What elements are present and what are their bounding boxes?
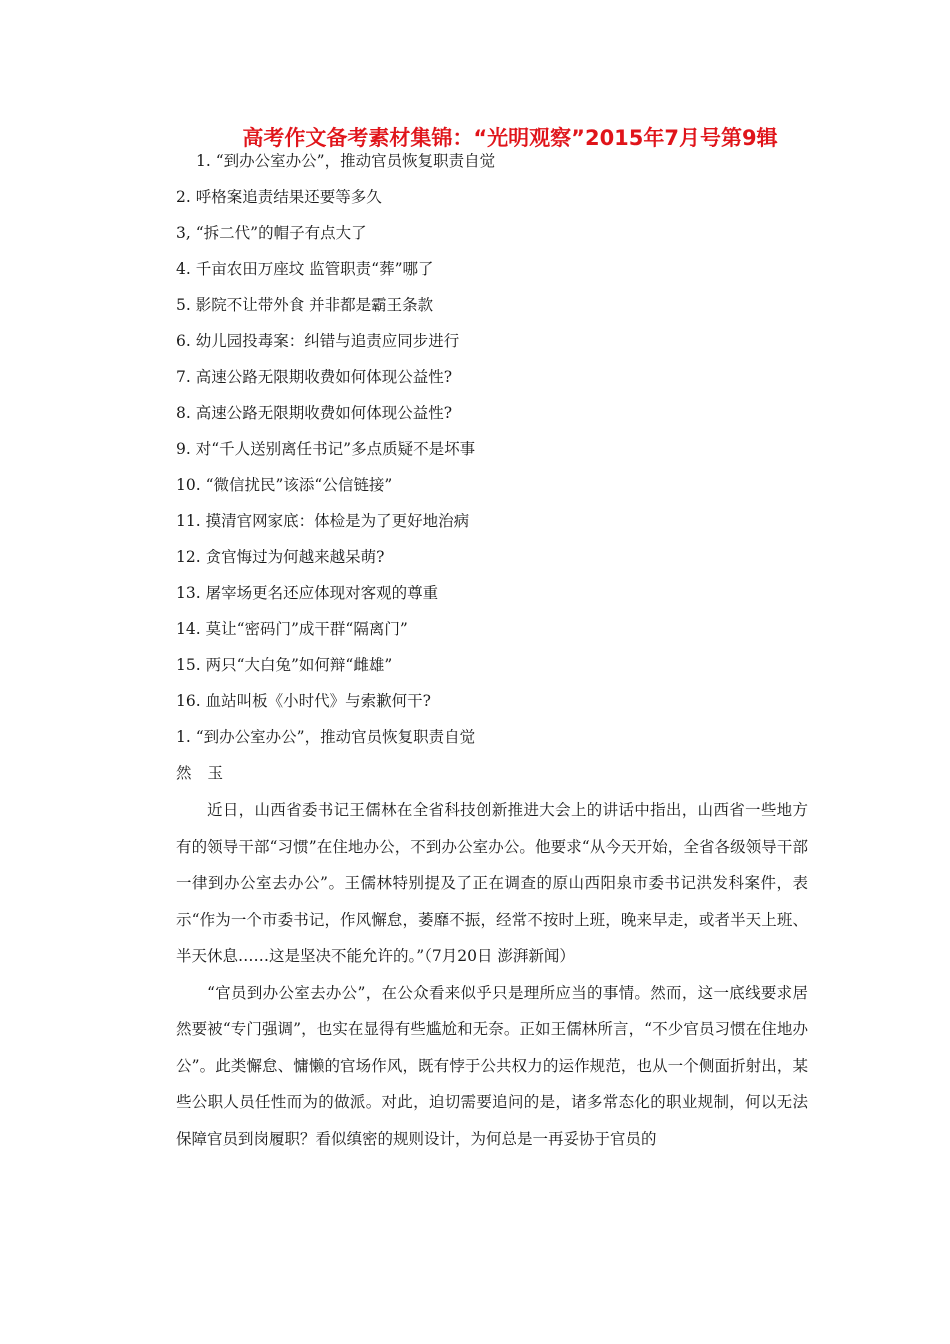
toc-item: 1. “到办公室办公”，推动官员恢复职责自觉	[196, 152, 496, 170]
toc-item: 4. 千亩农田万座坟 监管职责“葬”哪了	[176, 260, 434, 278]
article-body	[176, 792, 808, 1157]
article-heading: 1. “到办公室办公”，推动官员恢复职责自觉	[176, 728, 476, 746]
toc-item: 13. 屠宰场更名还应体现对客观的尊重	[176, 584, 439, 602]
toc-item: 2. 呼格案追责结果还要等多久	[176, 188, 382, 206]
toc-item: 8. 高速公路无限期收费如何体现公益性?	[176, 404, 453, 422]
table-of-contents	[176, 146, 495, 722]
toc-item: 6. 幼儿园投毒案：纠错与追责应同步进行	[176, 332, 460, 350]
toc-item: 7. 高速公路无限期收费如何体现公益性?	[176, 368, 453, 386]
toc-item: 15. 两只“大白兔”如何辩“雌雄”	[176, 656, 393, 674]
paragraph: “官员到办公室去办公”，在公众看来似乎只是理所应当的事情。然而，这一底线要求居然要被“专门强调”，也实在显得有些尴尬和无奈。正如王儒林所言，“不少官员习惯在住地办公”。此类懈怠、慵懒的官场作风，既有悖于公共权力的运作规范，也从一个侧面折射出，某些公职人员任性而为的做派。对此，迫切需要追问的是，诸多常态化的职业规制，何以无法保障官员到岗履职？看似缜密的规则设计，为何总是一再妥协于官员的	[176, 983, 808, 1148]
toc-item: 12. 贪官悔过为何越来越呆萌?	[176, 548, 385, 566]
document-title: 高考作文备考素材集锦：“光明观察”2015年7月号第9辑	[242, 126, 778, 150]
paragraph: 近日，山西省委书记王儒林在全省科技创新推进大会上的讲话中指出，山西省一些地方有的领导干部“习惯”在住地办公，不到办公室办公。他要求“从今天开始，全省各级领导干部一律到办公室去办公”。王儒林特别提及了正在调查的原山西阳泉市委书记洪发科案件，表示“作为一个市委书记，作风懈怠，萎靡不振，经常不按时上班，晚来早走，或者半天上班、半天休息……这是坚决不能允许的。”（7月20日 澎湃新闻）	[176, 801, 808, 965]
toc-item: 16. 血站叫板《小时代》与索歉何干?	[176, 692, 431, 710]
toc-item: 10. “微信扰民”该添“公信链接”	[176, 476, 393, 494]
toc-item: 3, “拆二代”的帽子有点大了	[176, 224, 367, 242]
toc-item: 5. 影院不让带外食 并非都是霸王条款	[176, 296, 434, 314]
toc-item: 9. 对“千人送别离任书记”多点质疑不是坏事	[176, 440, 476, 458]
toc-item: 11. 摸清官网家底：体检是为了更好地治病	[176, 512, 470, 530]
toc-item: 14. 莫让“密码门”成干群“隔离门”	[176, 620, 408, 638]
article-author: 然玉	[176, 764, 240, 782]
